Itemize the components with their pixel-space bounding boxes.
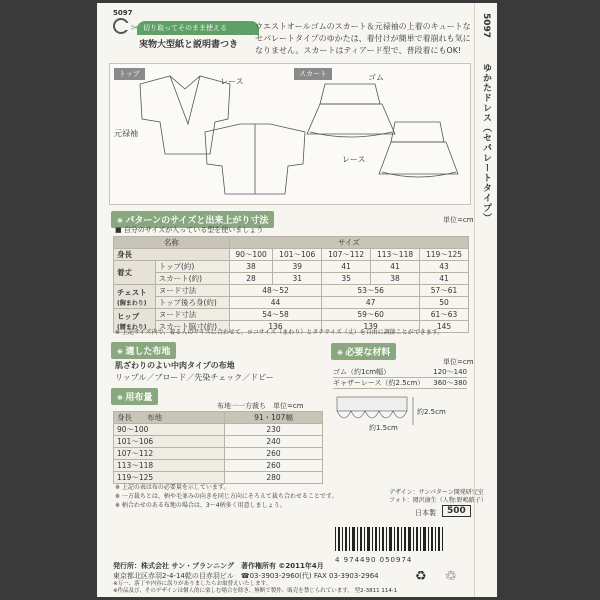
lace-label-top: レース <box>220 77 244 86</box>
size-cell: 119〜125 <box>420 249 469 261</box>
table-cell: 53〜56 <box>322 285 420 297</box>
lace-width-label-2: 約1.5cm <box>369 424 398 432</box>
usage-value: 240 <box>225 436 323 448</box>
table-cell: 31 <box>273 273 322 285</box>
size-cell: 101〜106 <box>273 249 322 261</box>
table-cell: 59〜60 <box>322 309 420 321</box>
header-name: 名称 <box>114 237 230 249</box>
table-cell: 35 <box>322 273 371 285</box>
kitake-label: 着丈 <box>114 261 156 285</box>
usage-notes: ※ 上記の表は布の必要量を示しています。 ※ 一方裁ちとは、柄や毛並みの向きを同じ方向にそろえて裁ち合わせることです。 ※ 柄合わせのある布地の場合は、3〜4柄多く用意しましょう。 <box>115 484 338 509</box>
table-cell: 47 <box>322 297 420 309</box>
feature-tag-main: 実物大型紙と説明書つき <box>139 40 239 50</box>
usage-value: 280 <box>225 472 323 484</box>
fabric-section-title: ❋ 適した布地 <box>111 342 176 359</box>
top-badge: トップ <box>114 68 145 80</box>
garment-illustration <box>109 63 471 205</box>
usage-size: 101〜106 <box>114 436 225 448</box>
made-in-label: 日本製 <box>415 509 436 517</box>
usage-value: 230 <box>225 424 323 436</box>
hip-label: ヒップ (腰まわり) <box>114 309 156 333</box>
usage-size: 113〜118 <box>114 460 225 472</box>
table-cell: 28 <box>229 273 272 285</box>
material-unit: 単位=cm <box>443 358 474 366</box>
header-size: サイズ <box>229 237 468 249</box>
table-cell: 41 <box>371 261 420 273</box>
table-cell: 57〜61 <box>420 285 469 297</box>
skirt-badge: スカート <box>294 68 332 80</box>
usage-size: 90〜100 <box>114 424 225 436</box>
size-note-top: ■ 自分のサイズが入っている型を使いましょう <box>115 226 264 234</box>
barcode-number: 4 974490 050974 <box>335 556 413 564</box>
spine-title: ゆかたドレス（セパレートタイプ） <box>481 63 491 223</box>
table-cell: 38 <box>371 273 420 285</box>
usage-section-title: ❋ 用布量 <box>111 388 158 405</box>
brand-logo-icon <box>113 18 129 34</box>
usage-table <box>113 411 323 484</box>
size-unit: 単位=cm <box>443 216 474 224</box>
pattern-envelope-back <box>97 3 497 597</box>
table-cell: 61〜63 <box>420 309 469 321</box>
spine-code: 5097 <box>481 13 491 39</box>
material-list: ゴム（約1cm幅） 120〜140 ギャザーレース（約2.5cm） 360〜380 <box>333 368 467 387</box>
table-cell: 43 <box>420 261 469 273</box>
footer-notes: ※万一、落丁や内容に誤りがありましたらお取替えいたします。 ※作品及び、そのデザインは個人的に楽しむ場合を除き、無断で製作、販売を禁じられています。 型2-3811 114-1 <box>113 581 398 594</box>
top-length-label: トップ(約) <box>155 261 229 273</box>
skirt-hip-label: スカート脇寸(約) <box>155 321 229 333</box>
table-cell: 48〜52 <box>229 285 321 297</box>
intro-text: ウエストオールゴムのスカート＆元禄袖の上着のキュートなセパレートタイプのゆかたは、着付けが簡単で着崩れも気になりません。スカートはティアード型で、普段着にもOK! <box>255 22 471 55</box>
usage-size: 107〜112 <box>114 448 225 460</box>
usage-header-width: 91・107幅 <box>225 412 323 424</box>
feature-tag-top: 切り取ってそのまま使える <box>137 21 259 35</box>
table-cell: 44 <box>229 297 321 309</box>
fabric-list: リップル／ブロード／先染チェック／ドビー <box>115 373 274 382</box>
table-cell: 39 <box>273 261 322 273</box>
publisher-footer: 発行所：株式会社 サン・プランニング 著作権所有 ©2011年4月 東京都北区赤羽2-4-14乾の目赤羽ビル ☎03-3903-2960(代) FAX 03-3903-2964 <box>113 562 379 580</box>
usage-value: 260 <box>225 460 323 472</box>
chest-nude-label: ヌード寸法 <box>155 285 229 297</box>
price: 500 <box>442 505 471 517</box>
size-note-bottom: ※ 上記サイズ内で、着る人のサイズに合わせて、ヨコサイズ（まわり）とタテサイズ（丈）を自由に調節ことができます。 <box>115 329 444 336</box>
height-label: 身長 <box>114 249 230 261</box>
lace-diagram <box>333 391 467 451</box>
size-cell: 90〜100 <box>229 249 272 261</box>
plastic-recycle-icon: ♲ <box>445 569 457 584</box>
usage-unit: 布地一一方裁ち 単位=cm <box>217 402 304 410</box>
photo-credit: フォト：岡沢康生（人物:野嶋路子） <box>389 497 487 504</box>
table-cell: 41 <box>420 273 469 285</box>
size-cell: 113〜118 <box>371 249 420 261</box>
usage-value: 260 <box>225 448 323 460</box>
elastic-label: ゴム <box>368 73 384 82</box>
product-code: 5097 <box>113 9 133 17</box>
table-cell: 41 <box>322 261 371 273</box>
lace-label-skirt: レース <box>342 155 366 164</box>
table-cell: 38 <box>229 261 272 273</box>
garment-drawing <box>110 64 470 204</box>
lace-width-label: 約2.5cm <box>417 408 446 416</box>
size-table <box>113 236 469 333</box>
table-cell: 145 <box>420 321 469 333</box>
table-cell: 50 <box>420 297 469 309</box>
usage-header-height: 身長 布地 <box>114 412 225 424</box>
material-section-title: ❋ 必要な材料 <box>331 343 396 360</box>
paper-recycle-icon: ♻ <box>415 569 427 584</box>
chest-label: チェスト (胸まわり) <box>114 285 156 309</box>
barcode <box>333 527 453 557</box>
usage-size: 119〜125 <box>114 472 225 484</box>
table-cell: 139 <box>322 321 420 333</box>
skirt-length-label: スカート(約) <box>155 273 229 285</box>
fabric-lead: 肌ざわりのよい中肉タイプの布地 <box>115 361 235 370</box>
hip-nude-label: ヌード寸法 <box>155 309 229 321</box>
table-cell: 54〜58 <box>229 309 321 321</box>
table-cell: 136 <box>229 321 321 333</box>
size-section-title: ❋ パターンのサイズと出来上がり寸法 <box>111 211 274 228</box>
size-cell: 107〜112 <box>322 249 371 261</box>
spine-strip <box>474 3 497 597</box>
chest-back-label: トップ後ろ身(約) <box>155 297 229 309</box>
design-credit: デザイン：サンパターン開発研究室 <box>389 489 484 496</box>
scissors-icon: ✂ <box>131 23 140 34</box>
sleeve-label: 元禄袖 <box>114 129 138 138</box>
